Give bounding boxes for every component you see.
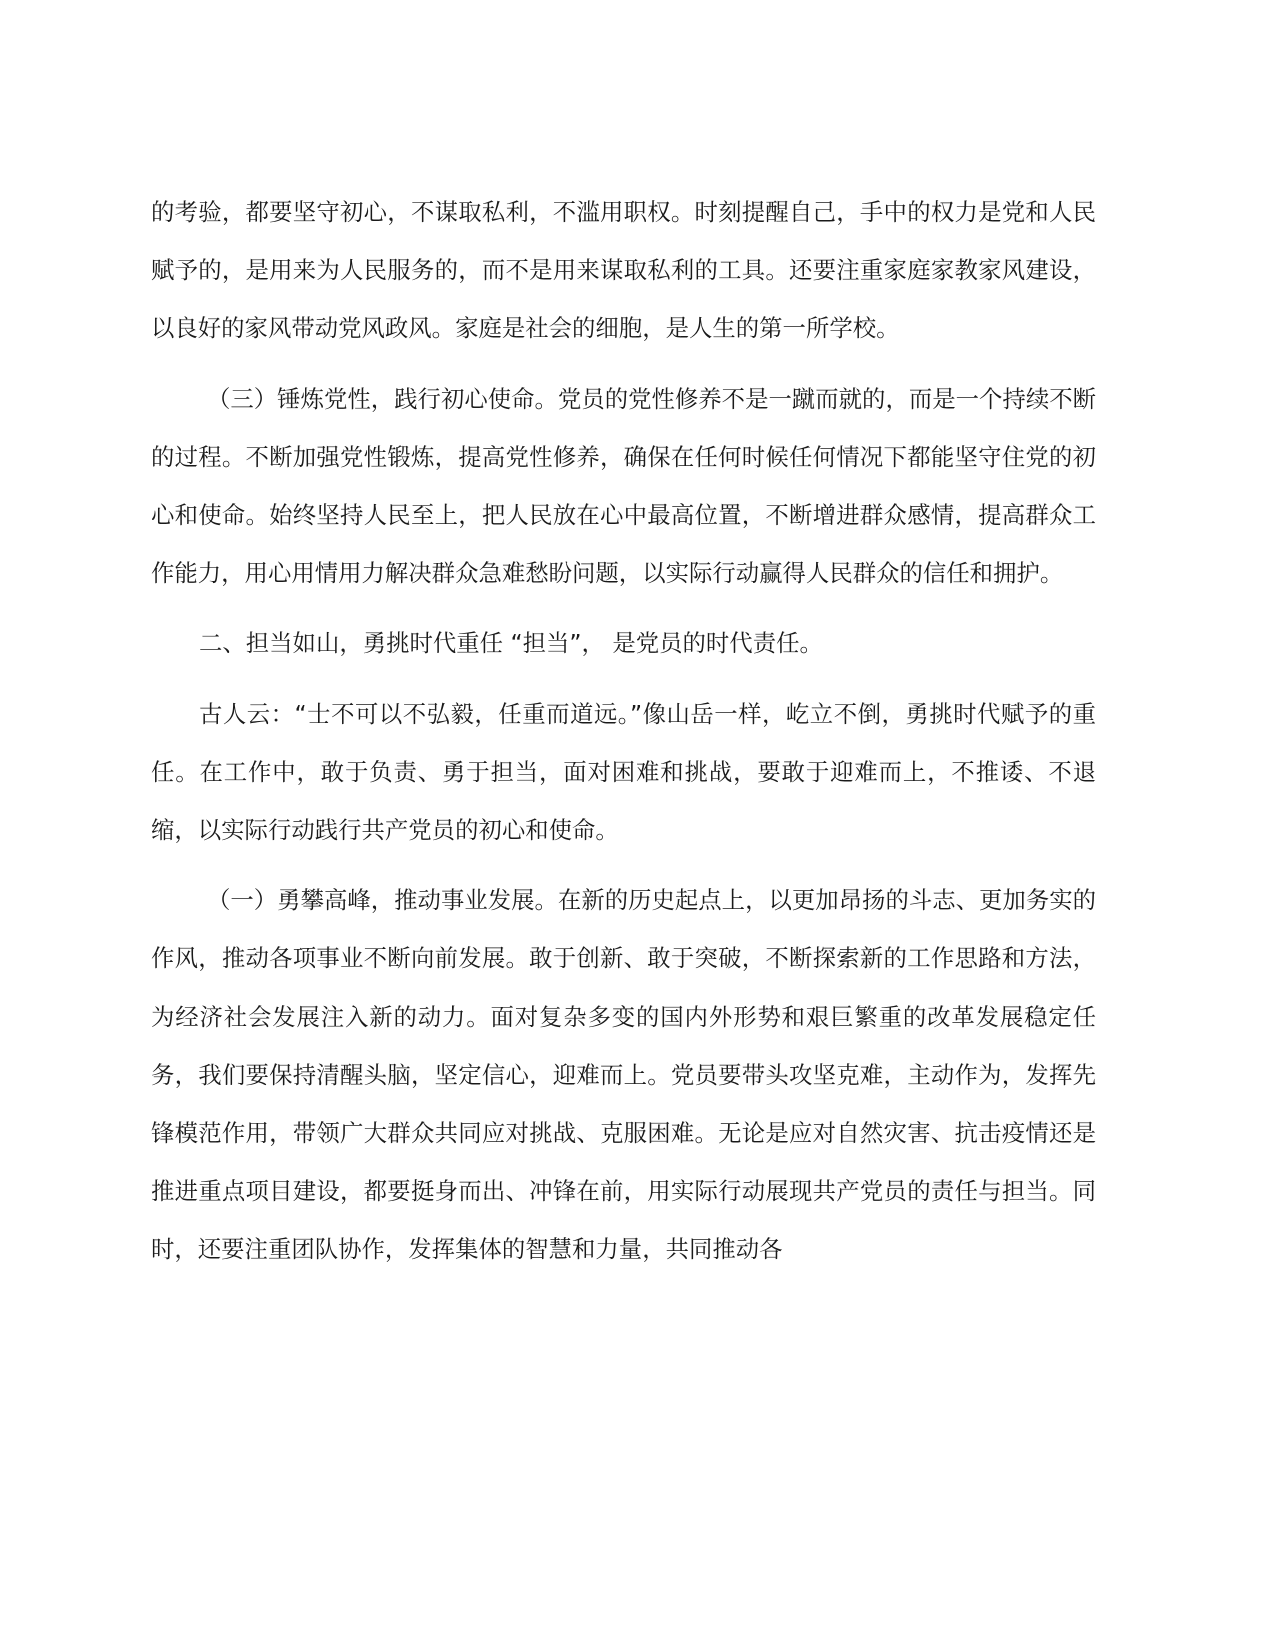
paragraph-subsection-one: （一）勇攀高峰，推动事业发展。在新的历史起点上，以更加昂扬的斗志、更加务实的作风，推动各项事业不断向前发展。敢于创新、敢于突破，不断探索新的工作思路和方法，为经济社会发展注入新的动力。面对复杂多变的国内外形势和艰巨繁重的改革发展稳定任务，我们要保持清醒头脑，坚定信心，迎难而上。党员要带头攻坚克难，主动作为，发挥先锋模范作用，带领广大群众共同应对挑战、克服困难。无论是应对自然灾害、抗击疫情还是推进重点项目建设，都要挺身而出、冲锋在前，用实际行动展现共产党员的责任与担当。同时，还要注重团队协作，发挥集体的智慧和力量，共同推动各 <box>151 886 1096 1264</box>
document-body <box>151 183 1096 1291</box>
section-heading-two: 二、担当如山，勇挑时代重任 “担当”， 是党员的时代责任。 <box>199 629 823 658</box>
paragraph-continuation: 的考验，都要坚守初心，不谋取私利，不滥用职权。时刻提醒自己，手中的权力是党和人民赋予的，是用来为人民服务的，而不是用来谋取私利的工具。还要注重家庭家教家风建设，以良好的家风带动党风政风。家庭是社会的细胞，是人生的第一所学校。 <box>151 198 1096 343</box>
paragraph-quote: 古人云：“士不可以不弘毅，任重而道远。”像山岳一样，屹立不倒，勇挑时代赋予的重任。在工作中，敢于负责、勇于担当，面对困难和挑战，要敢于迎难而上，不推诿、不退缩，以实际行动践行共产党员的初心和使命。 <box>151 699 1096 845</box>
paragraph-section-three: （三）锤炼党性，践行初心使命。党员的党性修养不是一蹴而就的，而是一个持续不断的过程。不断加强党性锻炼，提高党性修养，确保在任何时候任何情况下都能坚守住党的初心和使命。始终坚持人民至上，把人民放在心中最高位置，不断增进群众感情，提高群众工作能力，用心用情用力解决群众急难愁盼问题，以实际行动赢得人民群众的信任和拥护。 <box>151 384 1096 588</box>
